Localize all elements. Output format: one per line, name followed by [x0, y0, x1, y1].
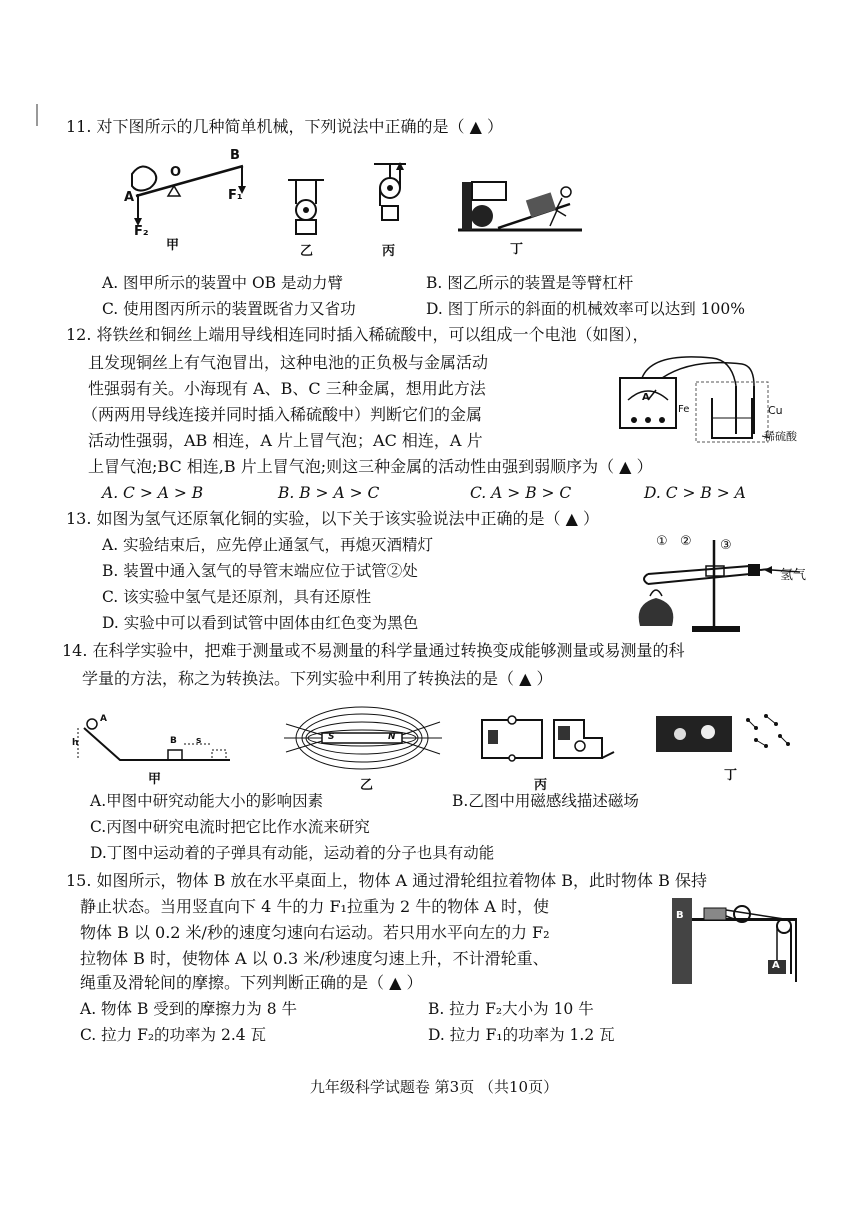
label-A: A: [100, 714, 107, 724]
q11-stem: 11. 对下图所示的几种简单机械，下列说法中正确的是（ ▲ ）: [66, 117, 504, 136]
caption-yi: 乙: [300, 244, 314, 259]
q11-option-C: C. 使用图丙所示的装置既省力又省功: [102, 300, 356, 318]
q11-option-B: B. 图乙所示的装置是等臂杠杆: [426, 274, 634, 292]
q15-option-C: C. 拉力 F₂的功率为 2.4 瓦: [80, 1026, 267, 1044]
q15-line-3: 物体 B 以 0.2 米/秒的速度匀速向右运动。若只用水平向左的力 F₂: [80, 923, 550, 942]
label-h: h: [72, 738, 79, 748]
label-B: B: [676, 910, 684, 921]
label-acid: 稀硫酸: [764, 430, 797, 443]
q14-line-2: 学量的方法，称之为转换法。下列实验中利用了转换法的是（ ▲ ）: [82, 669, 553, 688]
label-n3: ③: [720, 538, 732, 553]
q11-fig-bing-pulley: [372, 162, 412, 258]
q11-fig-jia-lever: [118, 148, 258, 253]
q11-option-A: A. 图甲所示的装置中 OB 是动力臂: [102, 274, 344, 292]
q12-line-5: 活动性强弱，AB 相连，A 片上冒气泡；AC 相连，A 片: [88, 431, 483, 450]
q14-option-D: D.丁图中运动着的子弹具有动能，运动着的分子也具有动能: [90, 844, 495, 862]
q11-fig-ding-incline: [458, 172, 588, 260]
label-O: O: [170, 165, 182, 180]
label-A: A: [772, 960, 780, 971]
q12-option-C: C. A > B > C: [470, 484, 572, 502]
ammeter-label: A: [642, 392, 650, 403]
q13-option-A: A. 实验结束后，应先停止通氢气，再熄灭酒精灯: [102, 536, 434, 554]
q14-fig-jia: [72, 712, 242, 786]
page-footer: 九年级科学试题卷 第3页 （共10页）: [309, 1078, 559, 1096]
q14-option-B: B.乙图中用磁感线描述磁场: [452, 792, 639, 810]
q15-line-1: 15. 如图所示，物体 B 放在水平桌面上，物体 A 通过滑轮组拉着物体 B，此时物体 B 保持: [66, 871, 707, 890]
q12-fig-battery: [612, 352, 812, 452]
caption-jia: 甲: [148, 772, 162, 787]
q12-option-A: A. C > A > B: [102, 484, 204, 502]
q15-option-D: D. 拉力 F₁的功率为 1.2 瓦: [428, 1026, 615, 1044]
q14-fig-bing-circuit: [474, 712, 634, 792]
q13-option-C: C. 该实验中氢气是还原剂，具有还原性: [102, 588, 372, 606]
q15-option-B: B. 拉力 F₂大小为 10 牛: [428, 1000, 594, 1018]
q12-line-3: 性强弱有关。小海现有 A、B、C 三种金属，想用此方法: [88, 379, 486, 398]
q15-line-5: 绳重及滑轮间的摩擦。下列判断正确的是（ ▲ ）: [80, 973, 423, 992]
label-B: B: [170, 736, 177, 746]
q14-fig-yi-magnet: [284, 706, 444, 794]
label-n1: ①: [656, 534, 668, 549]
label-n2: ②: [680, 534, 692, 549]
label-hydrogen: 氢气: [780, 568, 807, 583]
label-fe: Fe: [678, 404, 690, 415]
q13-fig-apparatus: [620, 530, 820, 634]
q14-fig-ding-bullet: [656, 710, 796, 798]
q14-option-C: C.丙图中研究电流时把它比作水流来研究: [90, 818, 370, 836]
label-N: N: [388, 732, 396, 742]
q11-option-D: D. 图丁所示的斜面的机械效率可以达到 100%: [426, 300, 745, 318]
caption-jia: 甲: [166, 238, 180, 253]
label-F1: F₁: [228, 188, 243, 203]
label-A: A: [124, 190, 135, 205]
caption-ding: 丁: [724, 768, 738, 783]
scan-edge-mark: [36, 104, 38, 126]
q12-option-D: D. C > B > A: [644, 484, 746, 502]
q11-fig-yi-pulley: [288, 178, 328, 258]
q12-line-2: 且发现铜丝上有气泡冒出，这种电池的正负极与金属活动: [88, 353, 489, 372]
q12-line-6: 上冒气泡;BC 相连,B 片上冒气泡;则这三种金属的活动性由强到弱顺序为（ ▲ ）: [88, 457, 653, 476]
caption-bing: 丙: [534, 778, 548, 793]
caption-bing: 丙: [382, 244, 396, 259]
q13-option-D: D. 实验中可以看到试管中固体由红色变为黑色: [102, 614, 419, 632]
q12-line-1: 12. 将铁丝和铜丝上端用导线相连同时插入稀硫酸中，可以组成一个电池（如图），: [66, 325, 649, 344]
label-B: B: [230, 148, 240, 163]
q13-option-B: B. 装置中通入氢气的导管末端应位于试管②处: [102, 562, 418, 580]
label-s: s: [196, 736, 202, 746]
q13-stem: 13. 如图为氢气还原氧化铜的实验，以下关于该实验说法中正确的是（ ▲ ）: [66, 509, 600, 528]
label-cu: Cu: [768, 404, 783, 417]
caption-yi: 乙: [360, 778, 374, 793]
q15-line-4: 拉物体 B 时，使物体 A 以 0.3 米/秒速度匀速上升，不计滑轮重、: [80, 949, 549, 968]
q15-fig-pulley-block: [664, 894, 804, 984]
caption-ding: 丁: [510, 242, 524, 257]
q12-line-4: （两两用导线连接并同时插入稀硫酸中）判断它们的金属: [82, 405, 483, 424]
q14-line-1: 14. 在科学实验中，把难于测量或不易测量的科学量通过转换变成能够测量或易测量的科: [62, 641, 685, 660]
q12-option-B: B. B > A > C: [278, 484, 380, 502]
q14-option-A: A.甲图中研究动能大小的影响因素: [90, 792, 324, 810]
label-S: S: [328, 732, 335, 742]
q15-option-A: A. 物体 B 受到的摩擦力为 8 牛: [80, 1000, 298, 1018]
q15-line-2: 静止状态。当用竖直向下 4 牛的力 F₁拉重为 2 牛的物体 A 时，使: [80, 897, 550, 916]
label-F2: F₂: [134, 224, 149, 239]
